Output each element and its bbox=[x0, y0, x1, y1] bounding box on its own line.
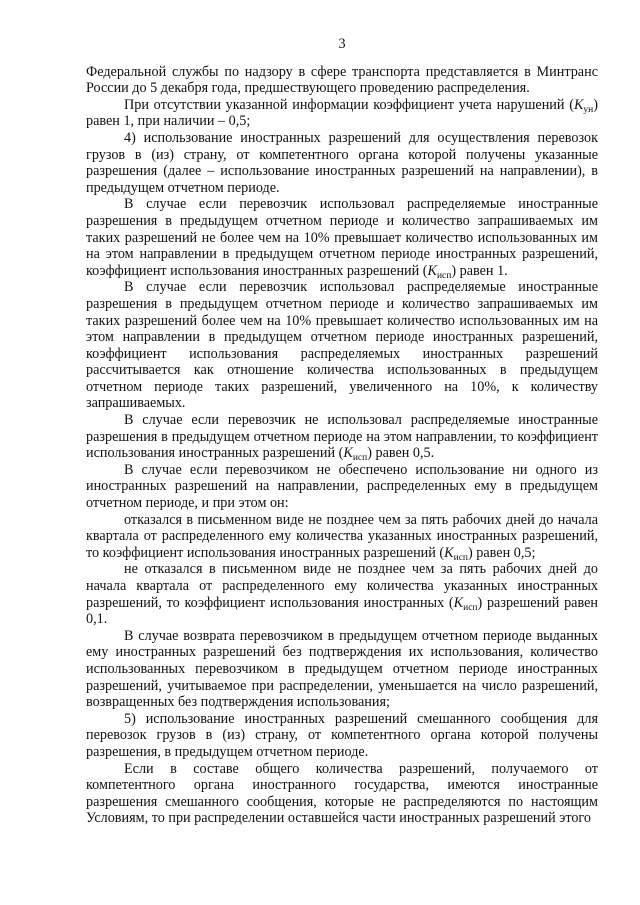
paragraph: не отказался в письменном виде не позднее чем за пять рабочих дней до начала квартала от распределенного ему количества указанных иностранных разрешений, то коэффициент использования иностранных $(K_{исп})$ разрешений равен 0,1. bbox=[86, 561, 598, 628]
paragraph: В случае если перевозчик не использовал распределяемые иностранные разрешения в предыдущем отчетном периоде на этом направлении, то коэффициент использования иностранных разрешений $(K_{исп})$ равен 0,5. bbox=[86, 412, 598, 464]
paragraph: При отсутствии указанной информации коэффициент учета нарушений $(K_{ун})$ равен 1, при наличии – 0,5; bbox=[86, 96, 598, 130]
paragraph: отказался в письменном виде не позднее чем за пять рабочих дней до начала квартала от распределенного ему количества указанных иностранных разрешений, то коэффициент использования иностранных разрешений $(K_{исп})$ равен 0,5; bbox=[86, 511, 598, 563]
paragraph: Федеральной службы по надзору в сфере транспорта представляется в Минтранс России до 5 декабря года, предшествующего проведению распределения. bbox=[86, 63, 598, 97]
paragraph: Если в составе общего количества разрешений, получаемого от компетентного органа иностранного государства, имеются иностранные разрешения смешанного сообщения, которые не распределяются по настоящим Условиям, то при распределении оставшейся части иностранных разрешений этого bbox=[86, 760, 598, 827]
paragraph: В случае возврата перевозчиком в предыдущем отчетном периоде выданных ему иностранных разрешений без подтверждения их использования, количество использованных перевозчиком в предыдущем отчетном периоде иностранных разрешений, учитываемое при распределении, уменьшается на число разрешений, возвращенных без подтверждения использования; bbox=[86, 627, 598, 711]
paragraph: 4) использование иностранных разрешений для осуществления перевозок грузов в (из) страну, от компетентного органа которой получены указанные разрешения (далее – использование иностранных разрешений на направлении), в предыдущем отчетном периоде. bbox=[86, 129, 598, 196]
paragraph: 5) использование иностранных разрешений смешанного сообщения для перевозок грузов в (из) страну, от компетентного органа которой получены разрешения, в предыдущем отчетном периоде. bbox=[86, 710, 598, 760]
paragraph: В случае если перевозчиком не обеспечено использование ни одного из иностранных разрешений на направлении, распределенных ему в предыдущем отчетном периоде, и при этом он: bbox=[86, 461, 598, 512]
page-number: 3 bbox=[338, 36, 346, 52]
paragraph: В случае если перевозчик использовал распределяемые иностранные разрешения в предыдущем отчетном периоде и количество запрашиваемых им таких разрешений не более чем на 10% превышает количество использованных им на этом направлении в предыдущем отчетном периоде иностранных разрешений, коэффициент использования иностранных разрешений $(K_{исп})$ равен 1. bbox=[86, 196, 598, 281]
body-text bbox=[86, 64, 598, 827]
paragraph: В случае если перевозчик использовал распределяемые иностранные разрешения в предыдущем отчетном периоде и количество запрашиваемых им таких разрешений более чем на 10% превышает количество использованных им на этом направлении в предыдущем отчетном периоде иностранных разрешений, коэффициент использования распределяемых иностранных разрешений рассчитывается как отношение количества использованных в предыдущем отчетном периоде таких разрешений, увеличенного на 10%, к количеству запрашиваемых. bbox=[86, 279, 598, 412]
